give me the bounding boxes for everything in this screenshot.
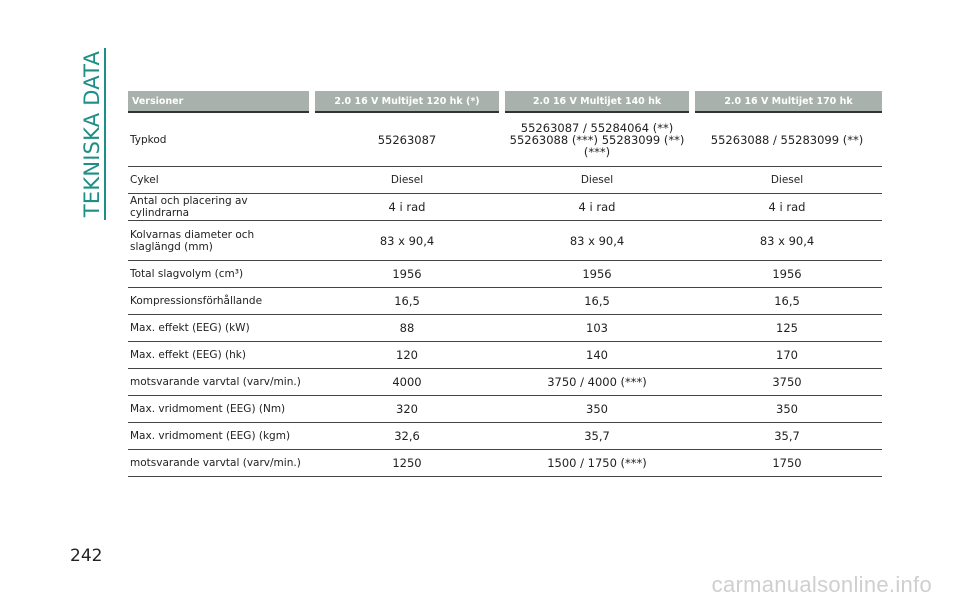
cell-value: 4 i rad [692, 194, 882, 221]
cell-value: 55263087 / 55284064 (**) 55263088 (***) 55283099 (**) (***) [502, 112, 692, 167]
table-row [128, 423, 882, 450]
cell-value: 320 [312, 396, 502, 423]
page-number: 242 [70, 546, 103, 566]
table-row [128, 450, 882, 477]
cell-value: 83 x 90,4 [502, 221, 692, 261]
cell-value: 32,6 [312, 423, 502, 450]
cell-value: 103 [502, 315, 692, 342]
table-row [128, 112, 882, 167]
row-label: motsvarande varvtal (varv/min.) [128, 450, 312, 477]
cell-value: 4000 [312, 369, 502, 396]
cell-value: 4 i rad [502, 194, 692, 221]
table-row [128, 194, 882, 221]
cell-value: 140 [502, 342, 692, 369]
cell-value: 120 [312, 342, 502, 369]
cell-value: 16,5 [692, 288, 882, 315]
cell-value: 83 x 90,4 [312, 221, 502, 261]
cell-value: Diesel [502, 167, 692, 194]
row-label: motsvarande varvtal (varv/min.) [128, 369, 312, 396]
table-row [128, 342, 882, 369]
table-row [128, 167, 882, 194]
section-title-text: TEKNISKA DATA [80, 50, 104, 218]
watermark: carmanualsonline.info [711, 572, 932, 597]
table-row [128, 288, 882, 315]
cell-value: 88 [312, 315, 502, 342]
row-label: Kompressionsförhållande [128, 288, 312, 315]
table-row [128, 261, 882, 288]
cell-value: 16,5 [502, 288, 692, 315]
header-version-170hk: 2.0 16 V Multijet 170 hk [692, 91, 882, 112]
cell-value: 1250 [312, 450, 502, 477]
row-label: Max. effekt (EEG) (kW) [128, 315, 312, 342]
table-row [128, 396, 882, 423]
cell-value: Diesel [692, 167, 882, 194]
cell-value: 55263088 / 55283099 (**) [692, 112, 882, 167]
cell-value: 4 i rad [312, 194, 502, 221]
cell-value: 350 [502, 396, 692, 423]
engine-spec-table [128, 91, 882, 477]
row-label: Max. vridmoment (EEG) (Nm) [128, 396, 312, 423]
table-row [128, 221, 882, 261]
row-label: Kolvarnas diameter och slaglängd (mm) [128, 221, 312, 261]
cell-value: 170 [692, 342, 882, 369]
row-label: Antal och placering av cylindrarna [128, 194, 312, 221]
cell-value: 35,7 [692, 423, 882, 450]
cell-value: 83 x 90,4 [692, 221, 882, 261]
cell-value: 3750 / 4000 (***) [502, 369, 692, 396]
table-row [128, 315, 882, 342]
cell-value: Diesel [312, 167, 502, 194]
cell-value: 16,5 [312, 288, 502, 315]
cell-value: 350 [692, 396, 882, 423]
cell-value: 1750 [692, 450, 882, 477]
row-label: Typkod [128, 112, 312, 167]
table-row [128, 369, 882, 396]
row-label: Cykel [128, 167, 312, 194]
table-header-row [128, 91, 882, 112]
row-label: Total slagvolym (cm³) [128, 261, 312, 288]
cell-value: 125 [692, 315, 882, 342]
row-label: Max. effekt (EEG) (hk) [128, 342, 312, 369]
cell-value: 1500 / 1750 (***) [502, 450, 692, 477]
row-label: Max. vridmoment (EEG) (kgm) [128, 423, 312, 450]
header-version-140hk: 2.0 16 V Multijet 140 hk [502, 91, 692, 112]
cell-value: 3750 [692, 369, 882, 396]
cell-value: 1956 [502, 261, 692, 288]
section-rule [104, 48, 106, 220]
cell-value: 1956 [312, 261, 502, 288]
header-version-120hk: 2.0 16 V Multijet 120 hk (*) [312, 91, 502, 112]
cell-value: 35,7 [502, 423, 692, 450]
cell-value: 1956 [692, 261, 882, 288]
section-title [72, 48, 112, 220]
cell-value: 55263087 [312, 112, 502, 167]
header-versioner: Versioner [128, 91, 312, 112]
